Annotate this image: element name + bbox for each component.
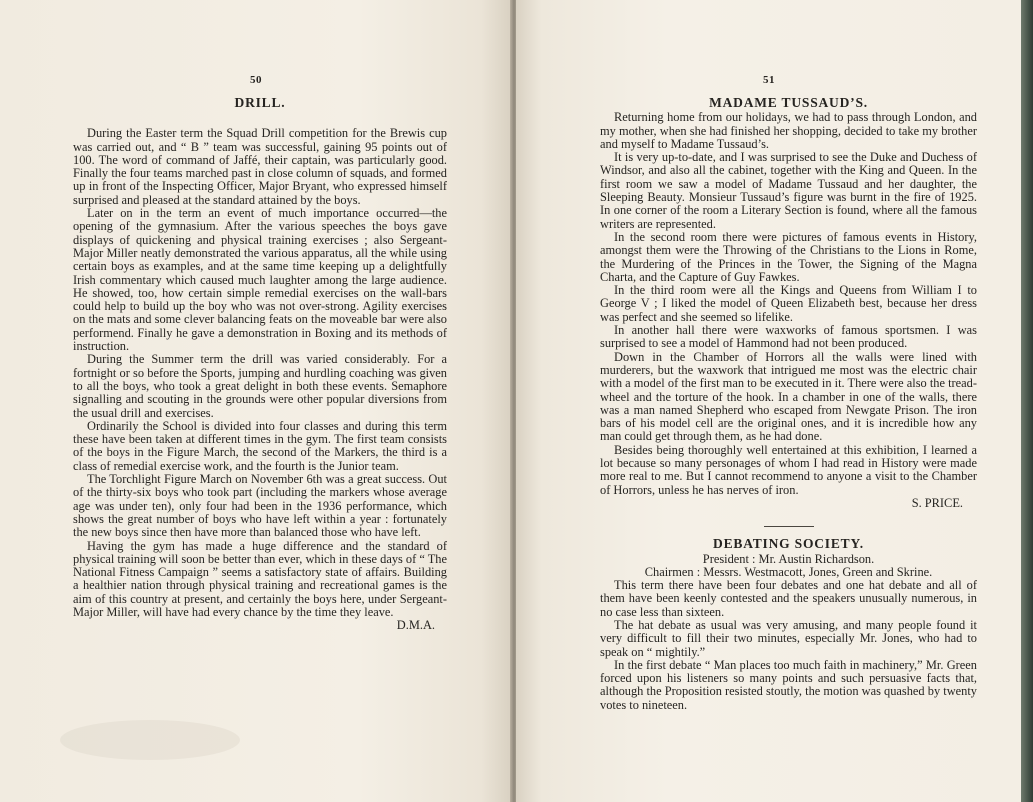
book-cover-edge: [1021, 0, 1033, 802]
debating-president: President : Mr. Austin Richardson.: [702, 551, 875, 566]
debating-paragraph: In the first debate “ Man places too much faith in machinery,” Mr. Green forced upon his listeners so many points and such persuasive facts that, although the Proposition resisted stoutly, the motion was quashed by twenty votes to nineteen.: [600, 657, 977, 712]
tussauds-paragraph: Down in the Chamber of Horrors all the walls were lined with murderers, but the waxwork that intrigued me most was the electric chair with a model of the first man to be executed in it. There were also the tread-wheel and the torture of the hook. In a chamber in one of the walls, there was a man named Shepherd who escaped from Newgate Prison. The iron bars of his model cell are the original ones, and it is incredible how any man could get through them, as he had done.: [600, 349, 977, 444]
tussauds-signature: S. PRICE.: [911, 495, 963, 510]
drill-paragraph: During the Easter term the Squad Drill competition for the Brewis cup was carried out, and “ B ” team was successful, gaining 95 points out of 100. The word of command of Jaffé, their captain, was particularly good. Finally the four teams marched past in close column of squads, and formed up in front of the Inspecting Officer, Major Bryant, who expressed himself surprised and pleased at the standard attained by the boys.: [73, 126, 447, 207]
tussauds-paragraph: In another hall there were waxworks of famous sportsmen. I was surprised to see a model of Hammond had not been produced.: [600, 323, 977, 351]
debating-title: DEBATING SOCIETY.: [713, 536, 864, 552]
drill-title: DRILL.: [234, 95, 286, 110]
drill-paragraph: Having the gym has made a huge difference and the standard of physical training will soon be better than ever, which in these days of “ The National Fitness Campaign ” seems a satisfactory state of affairs. Building a healthier nation through physical training and recreational games is the aim of this country at present, and certainly the boys here, under Sergeant-Major Miller, will have had every chance by the time they leave.: [73, 538, 447, 619]
drill-paragraph: During the Summer term the drill was varied considerably. For a fortnight or so before the Sports, jumping and hurdling coaching was given to all the boys, who took a great delight in both these events. Semaphore signalling and scouting in the grounds were other popular diversions from the usual drill and exercises.: [73, 352, 447, 420]
left-page: [0, 0, 512, 802]
debating-paragraph: The hat debate as usual was very amusing, and many people found it very difficult to fill their two minutes, especially Mr. Jones, who had to speak on “ mightily.”: [600, 617, 977, 659]
section-divider: [764, 526, 814, 527]
page-stain: [60, 720, 240, 760]
drill-paragraph: The Torchlight Figure March on November 6th was a great success. Out of the thirty-six boys who took part (including the markers whose average age was under ten), only four had been in the 1936 performance, which shows the great number of boys who have left within a year : fortunately the new boys since then have more than balanced those who have left.: [73, 472, 447, 540]
right-page: [516, 0, 1021, 802]
tussauds-article: [600, 96, 977, 712]
tussauds-paragraph: It is very up-to-date, and I was surprised to see the Duke and Duchess of Windsor, and also all the cabinet, together with the King and Queen. In the first room we saw a model of Madame Tussaud and her daughter, the Sleeping Beauty. Monsieur Tussaud’s figure was burnt in the fire of 1925. In one corner of the room a Literary Section is found, where all the famous writers are represented.: [600, 150, 977, 231]
tussauds-title: MADAME TUSSAUD’S.: [709, 95, 868, 110]
page-number-right: 51: [763, 74, 775, 86]
page-number-left: 50: [250, 74, 262, 86]
tussauds-paragraph: Returning home from our holidays, we had to pass through London, and my mother, when she had finished her shopping, decided to take my brother and myself to Madame Tussaud’s.: [600, 110, 977, 151]
tussauds-paragraph: Besides being thoroughly well entertained at this exhibition, I learned a lot because so many personages of whom I had read in History were made more real to me. But I cannot recommend to anyone a visit to the Chamber of Horrors, unless he has nerves of iron.: [600, 442, 977, 497]
drill-paragraph: Later on in the term an event of much importance occurred—the opening of the gymnasium. After the various speeches the boys gave displays of quickening and physical training exercises ; also Sergeant-Major Miller neatly demonstrated the various apparatus, all the while using certain boys as examples, and at the same time keeping up a delightfully Irish commentary which caused much laughter among the large audience. He showed, too, how certain simple remedial exercises on the wall-bars could help to build up the boy who was not over-strong. Agility exercises on the mats and some clever balancing feats on the moveable bar were also performend. Finally he gave a demonstration in Boxing and its methods of instruction.: [73, 206, 447, 354]
tussauds-paragraph: In the second room there were pictures of famous events in History, amongst them were the Throwing of the Christians to the Lions in Rome, the Murdering of the Princes in the Tower, the Signing of the Magna Charta, and the Capture of Guy Fawkes.: [600, 229, 977, 284]
drill-article: [73, 96, 447, 633]
debating-paragraph: This term there have been four debates and one hat debate and all of them have been keenly contested and the speakers unusually numerous, in no case less than sixteen.: [600, 578, 977, 619]
drill-paragraph: Ordinarily the School is divided into four classes and during this term these have been taken at different times in the gym. The first team consists of the boys in the Figure March, the second of the Markers, the third is a class of remedial exercise work, and the fourth is the Junior team.: [73, 418, 447, 473]
drill-signature: D.M.A.: [396, 618, 435, 633]
debating-chairmen: Chairmen : Messrs. Westmacott, Jones, Green and Skrine.: [644, 564, 933, 579]
tussauds-paragraph: In the third room were all the Kings and Queens from William I to George V ; I liked the model of Queen Elizabeth best, because her dress was perfect and she seemed so lifelike.: [600, 283, 977, 324]
